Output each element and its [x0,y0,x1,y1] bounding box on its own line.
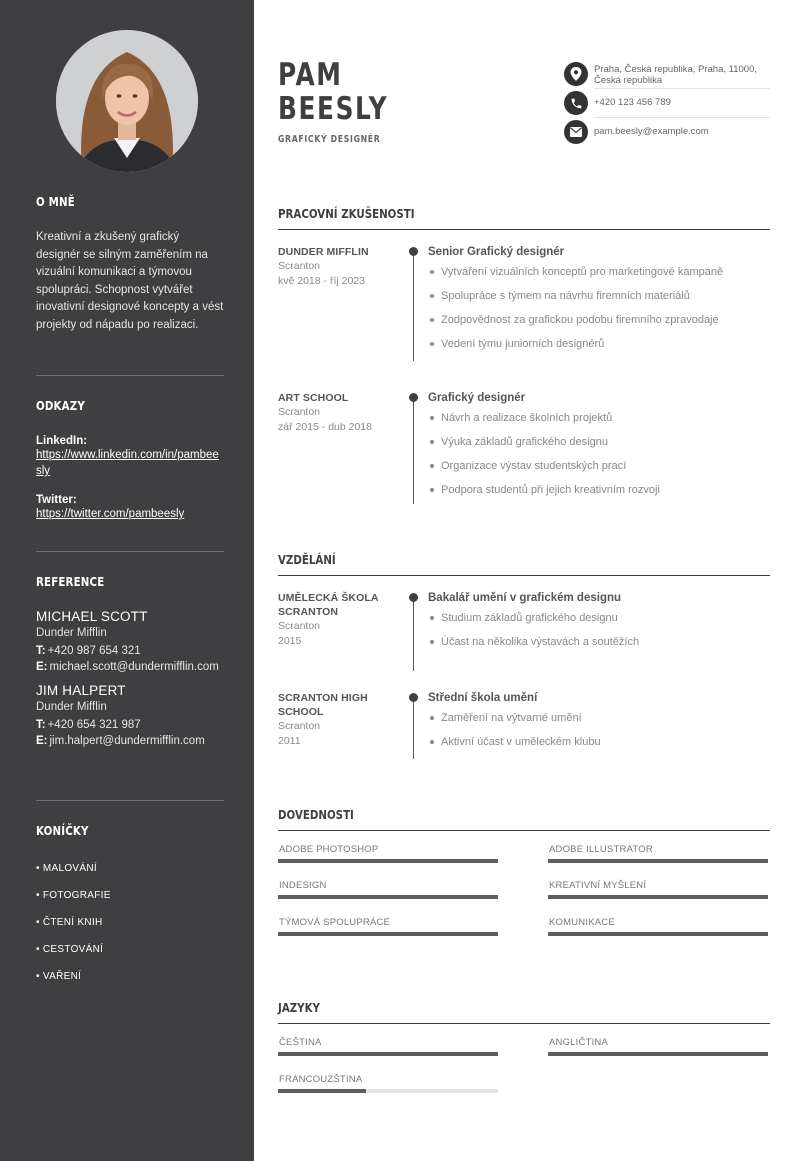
links-section [36,398,224,522]
skill-item [548,917,768,936]
list-item: Vytváření vizuálních konceptů pro marketingové kampaně [428,265,770,279]
skill-item [278,917,498,936]
hobby-item: • CESTOVÁNÍ [36,944,104,955]
language-item [278,1037,498,1056]
language-item [548,1037,768,1056]
link-item-twitter [36,494,224,522]
skill-bar-fill [548,859,768,863]
hobbies-list [36,860,224,995]
job-dates: zář 2015 - dub 2018 [278,420,372,433]
language-bar [278,1052,498,1056]
school-name: SCRANTON HIGH SCHOOL [278,692,368,718]
timeline-dot [409,693,418,702]
school-year: 2011 [278,734,301,747]
list-item: Aktivní účast v uměleckém klubu [428,735,770,749]
reference-email: E: jim.halpert@dundermifflin.com [36,735,205,747]
reference-phone: T: +420 987 654 321 [36,645,141,657]
contact-address [564,62,770,86]
degree-title: Střední škola umění [428,692,538,704]
hobby-item: • MALOVÁNÍ [36,863,97,874]
job-dates: kvě 2018 - říj 2023 [278,274,365,287]
hobby-item: • FOTOGRAFIE [36,890,111,901]
envelope-icon [564,120,588,144]
company-name: DUNDER MIFFLIN [278,246,369,258]
address-text: Praha, Česká republika, Praha, 11000, Česká republika [594,64,758,86]
skill-bar [548,895,768,899]
reference-company: Dunder Mifflin [36,627,107,639]
education-heading: VZDĚLÁNÍ [278,551,770,576]
skill-bar [278,859,498,863]
language-bar-fill [548,1052,768,1056]
language-name: ANGLIČTINA [549,1037,609,1048]
list-item: Zodpovědnost za grafickou podobu firemního zpravodaje [428,313,770,327]
skill-name: ADOBE PHOTOSHOP [279,844,379,855]
timeline-line [413,395,414,504]
list-item: Výuka základů grafického designu [428,435,770,449]
twitter-link[interactable]: https://twitter.com/pambeesly [36,508,185,520]
skill-item [278,880,498,899]
location-pin-icon [564,62,588,86]
company-city: Scranton [278,406,321,418]
sidebar [0,0,254,1161]
hobbies-section [36,823,224,995]
phone-text: +420 123 456 789 [594,97,671,108]
timeline-line [413,249,414,361]
reference-email: E: michael.scott@dundermifflin.com [36,661,219,673]
skill-bar-fill [278,932,498,936]
phone-icon [564,91,588,115]
language-item [278,1074,498,1093]
timeline-line [413,595,414,671]
contact-divider [594,117,770,118]
degree-bullets [428,711,770,749]
about-section [36,194,224,334]
language-name: FRANCOUZŠTINA [279,1074,363,1085]
language-bar-fill [278,1052,498,1056]
reference-name: JIM HALPERT [36,683,126,698]
skill-bar [548,859,768,863]
degree-title: Bakalář umění v grafickém designu [428,592,622,604]
skill-bar-fill [278,895,498,899]
list-item: Studium základů grafického designu [428,611,770,625]
skill-bar-fill [548,932,768,936]
timeline-dot [409,247,418,256]
job-title: Senior Grafický designér [428,246,565,258]
contact-email [564,120,770,144]
contact-phone [564,91,770,115]
timeline-line [413,695,414,759]
hobby-item: • VAŘENÍ [36,971,82,982]
person-name: PAM BEESLY [278,57,389,127]
language-name: ČEŠTINA [279,1037,322,1048]
hobby-item: • ČTENÍ KNIH [36,917,103,928]
list-item: Účast na několika výstavách a soutěžích [428,635,770,649]
reference-company: Dunder Mifflin [36,701,107,713]
language-bar [278,1089,498,1093]
company-city: Scranton [278,260,321,272]
school-year: 2015 [278,634,302,647]
reference-name: MICHAEL SCOTT [36,609,148,624]
skill-item [548,880,768,899]
school-city: Scranton [278,720,321,732]
job-title: Grafický designér [428,392,526,404]
skill-bar-fill [278,859,498,863]
job-bullets [428,411,770,497]
reference-phone: T: +420 654 321 987 [36,719,141,731]
hobbies-heading: KONÍČKY [36,823,89,838]
job-bullets [428,265,770,351]
list-item: Návrh a realizace školních projektů [428,411,770,425]
email-link[interactable]: pam.beesly@example.com [594,126,709,137]
list-item: Organizace výstav studentských prací [428,459,770,473]
list-item: Zaměření na výtvarné umění [428,711,770,725]
language-bar-fill [278,1089,366,1093]
linkedin-link[interactable]: https://www.linkedin.com/in/pambeesly [36,449,219,477]
skill-bar [278,932,498,936]
avatar [56,30,198,172]
reference-item [36,609,224,675]
skill-item [548,844,768,863]
timeline-dot [409,393,418,402]
skills-heading: DOVEDNOSTI [278,806,770,831]
sidebar-divider [36,551,224,552]
sidebar-divider [36,800,224,801]
list-item: Podpora studentů při jejich kreativním rozvoji [428,483,770,497]
skill-bar [278,895,498,899]
list-item: Spolupráce s týmem na návrhu firemních materiálů [428,289,770,303]
contact-divider [594,88,770,89]
sidebar-divider [36,375,224,376]
school-city: Scranton [278,620,321,632]
skill-name: KREATIVNÍ MYŠLENÍ [549,880,647,891]
about-text: Kreativní a zkušený grafický designér se silným zaměřením na vizuální komunikaci a týmovou spolupráci. Schopnost vytvářet inovativní designové koncepty a vést projekty od nápadu po realizaci. [36,231,224,331]
skill-name: INDESIGN [279,880,327,891]
skill-item [278,844,498,863]
list-item: Vedení týmu juniorních designérů [428,337,770,351]
skill-name: TÝMOVÁ SPOLUPRÁCE [279,917,391,928]
experience-heading: PRACOVNÍ ZKUŠENOSTI [278,205,770,230]
profile-photo [56,30,198,172]
reference-item [36,683,224,749]
language-bar [548,1052,768,1056]
skill-bar-fill [548,895,768,899]
links-heading: ODKAZY [36,398,85,413]
about-heading: O MNĚ [36,194,75,209]
job-role: GRAFICKÝ DESIGNÉR [278,134,381,145]
degree-bullets [428,611,770,649]
school-name: UMĚLECKÁ ŠKOLA SCRANTON [278,592,379,618]
skill-name: ADOBE ILLUSTRATOR [549,844,653,855]
link-label: LinkedIn: [36,435,88,447]
skill-name: KOMUNIKACE [549,917,615,928]
references-section [36,574,224,749]
company-name: ART SCHOOL [278,392,349,404]
skill-bar [548,932,768,936]
timeline-dot [409,593,418,602]
link-label: Twitter: [36,494,77,506]
link-item-linkedin [36,435,224,479]
languages-heading: JAZYKY [278,999,770,1024]
references-heading: REFERENCE [36,574,105,589]
